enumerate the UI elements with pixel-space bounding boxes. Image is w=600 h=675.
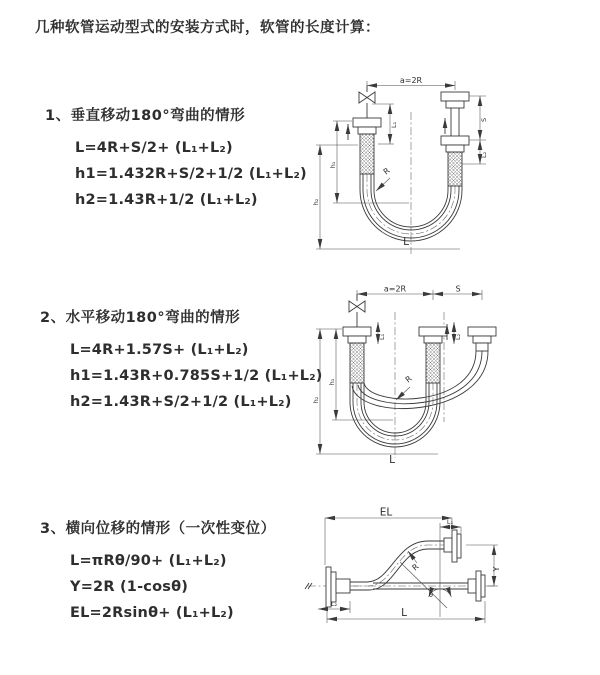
radius-label: R [403, 374, 414, 385]
dimension-l2 [318, 600, 350, 613]
dim-label-s: S [480, 117, 488, 122]
formula-line: h1=1.432R+S/2+1/2 (L₁+L₂) [75, 166, 307, 182]
dim-label-l2: L₂ [330, 600, 338, 608]
section-horizontal-movement [40, 306, 323, 411]
diagram-lateral-displacement [298, 505, 600, 655]
section-3-heading: 3、横向位移的情形（一次性变位） [40, 521, 276, 537]
formula-line: h1=1.43R+0.785S+1/2 (L₁+L₂) [70, 368, 323, 384]
pipe-assembly-left [343, 327, 371, 383]
radius-label: R [381, 166, 392, 177]
diagram-horizontal-180-bend [308, 282, 600, 468]
dimensions-left-h [312, 329, 438, 454]
dim-label-l2: L₂ [480, 151, 488, 158]
hose-u-bend-ghost [352, 351, 488, 409]
formula-line: h2=1.43R+1/2 (L₁+L₂) [75, 192, 258, 208]
flange-left [326, 567, 350, 607]
dim-label-s: S [455, 284, 461, 294]
radius-leader [396, 374, 414, 400]
formula-line: Y=2R (1-cosθ) [70, 579, 189, 595]
formula-line: L=4R+1.57S+ (L₁+L₂) [70, 342, 249, 358]
formula-line: h2=1.43R+S/2+1/2 (L₁+L₂) [70, 394, 292, 410]
formula-line: EL=2Rsinθ+ (L₁+L₂) [70, 605, 234, 621]
pipe-assembly-right [441, 92, 469, 186]
formula-line: L=4R+S/2+ (L₁+L₂) [75, 140, 233, 156]
section-lateral-displacement [40, 517, 276, 622]
section-1-heading: 1、垂直移动180°弯曲的情形 [45, 108, 246, 124]
flange-upper-right [444, 530, 461, 562]
section-2-heading: 2、水平移动180°弯曲的情形 [40, 310, 241, 326]
dim-label-h1: h₁ [328, 378, 336, 386]
dimension-l2 [454, 322, 462, 344]
dimension-a-2r [367, 76, 455, 90]
dimension-l [327, 601, 485, 623]
angle-label: θ [429, 591, 433, 599]
centerlines [367, 112, 455, 254]
dim-label-l1: L₁ [390, 121, 398, 128]
page-title: 几种软管运动型式的安装方式时，软管的长度计算： [35, 20, 380, 36]
dim-label-l1: L₁ [378, 333, 386, 340]
valve-icon [349, 294, 365, 327]
dim-label-l1: L₁ [446, 518, 454, 526]
dimension-el [325, 507, 452, 566]
dim-label-a2r: a=2R [399, 76, 423, 85]
dimension-l1 [378, 322, 386, 344]
radius-label: R [410, 562, 421, 573]
dimensions-right-s-l2 [462, 96, 488, 164]
length-label: L [403, 236, 409, 248]
diagram-vertical-180-bend [310, 72, 595, 262]
length-label: L [389, 454, 395, 466]
dim-label-h2: h₂ [312, 396, 320, 404]
dim-label-a2r: a=2R [383, 284, 407, 294]
dim-label-l2: L₂ [454, 333, 462, 340]
dim-label-h2: h₂ [312, 198, 320, 206]
dim-label-h1: h₁ [329, 161, 337, 169]
dimension-a-2r-and-s [357, 285, 482, 301]
valve-icon [359, 86, 375, 119]
section-vertical-movement [45, 104, 307, 209]
pipe-assembly-left [348, 118, 381, 174]
dimension-l1 [440, 518, 461, 533]
formula-line: L=πRθ/90+ (L₁+L₂) [70, 553, 227, 569]
dim-label-l: L [401, 607, 407, 619]
pipe-assembly-middle [419, 324, 447, 383]
dim-label-el: EL [379, 506, 393, 519]
dim-label-y: Y [492, 566, 501, 572]
pipe-assembly-right-ghost [468, 327, 496, 351]
radius-leader [376, 166, 392, 191]
